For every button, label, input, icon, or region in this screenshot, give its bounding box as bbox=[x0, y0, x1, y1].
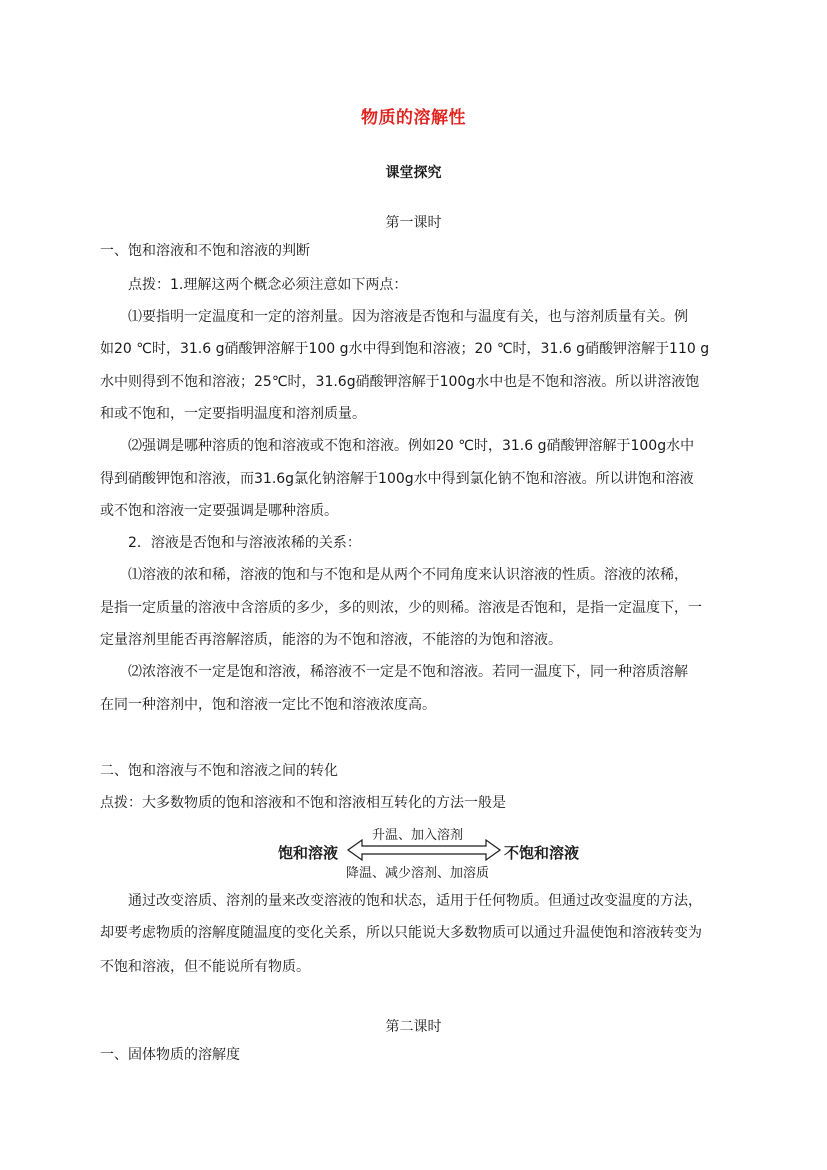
text-line: 却要考虑物质的溶解度随温度的变化关系，所以只能说大多数物质可以通过升温使饱和溶液转变为 bbox=[100, 925, 702, 941]
conversion-diagram bbox=[278, 822, 588, 882]
page-title: 物质的溶解性 bbox=[361, 108, 466, 128]
lesson-two-heading: 第二课时 bbox=[385, 1019, 442, 1035]
text-line: ⑴溶液的浓和稀，溶液的饱和与不饱和是从两个不同角度来认识溶液的性质。溶液的浓稀， bbox=[128, 567, 688, 583]
section-one-heading: 一、饱和溶液和不饱和溶液的判断 bbox=[100, 243, 310, 259]
text-line: ⑵强调是哪种溶质的饱和溶液或不饱和溶液。例如20 ℃时，31.6 g硝酸钾溶解于100g水中 bbox=[128, 438, 695, 454]
double-arrow-icon bbox=[346, 836, 502, 864]
lesson-one-heading: 第一课时 bbox=[385, 215, 442, 231]
text-line: 和或不饱和，一定要指明温度和溶剂质量。 bbox=[100, 406, 366, 422]
text-line: 水中则得到不饱和溶液；25℃时，31.6g硝酸钾溶解于100g水中也是不饱和溶液。所以讲溶液饱 bbox=[100, 374, 700, 390]
section-two-heading: 二、饱和溶液与不饱和溶液之间的转化 bbox=[100, 763, 338, 779]
text-line: 是指一定质量的溶液中含溶质的多少，多的则浓，少的则稀。溶液是否饱和，是指一定温度下，一 bbox=[100, 600, 702, 616]
text-line: ⑴要指明一定温度和一定的溶剂量。因为溶液是否饱和与温度有关，也与溶剂质量有关。例 bbox=[128, 309, 688, 325]
text-line: 如20 ℃时，31.6 g硝酸钾溶解于100 g水中得到饱和溶液；20 ℃时，31.6 g硝酸钾溶解于110 g bbox=[100, 341, 710, 357]
text-line: 不饱和溶液，但不能说所有物质。 bbox=[100, 959, 310, 975]
section-two-hint: 点拨：大多数物质的饱和溶液和不饱和溶液相互转化的方法一般是 bbox=[100, 795, 506, 811]
diagram-right-label: 不饱和溶液 bbox=[504, 844, 580, 862]
text-line: ⑵浓溶液不一定是饱和溶液，稀溶液不一定是不饱和溶液。若同一温度下，同一种溶质溶解 bbox=[128, 664, 688, 680]
diagram-bottom-label: 降温、减少溶剂、加溶质 bbox=[346, 866, 490, 881]
text-line: 2．溶液是否饱和与溶液浓稀的关系： bbox=[128, 535, 361, 551]
diagram-top-label: 升温、加入溶剂 bbox=[372, 828, 464, 843]
section-subtitle: 课堂探究 bbox=[385, 165, 442, 181]
section-three-heading: 一、固体物质的溶解度 bbox=[100, 1047, 240, 1063]
diagram-left-label: 饱和溶液 bbox=[278, 844, 339, 862]
text-line: 定量溶剂里能否再溶解溶质，能溶的为不饱和溶液，不能溶的为饱和溶液。 bbox=[100, 632, 562, 648]
text-line: 或不饱和溶液一定要强调是哪种溶质。 bbox=[100, 503, 338, 519]
text-line: 点拨：1.理解这两个概念必须注意如下两点： bbox=[128, 277, 408, 293]
text-line: 在同一种溶剂中，饱和溶液一定比不饱和溶液浓度高。 bbox=[100, 697, 436, 713]
text-line: 通过改变溶质、溶剂的量来改变溶液的饱和状态，适用于任何物质。但通过改变温度的方法， bbox=[128, 893, 702, 909]
text-line: 得到硝酸钾饱和溶液，而31.6g氯化钠溶解于100g水中得到氯化钠不饱和溶液。所以讲饱和溶液 bbox=[100, 471, 694, 487]
